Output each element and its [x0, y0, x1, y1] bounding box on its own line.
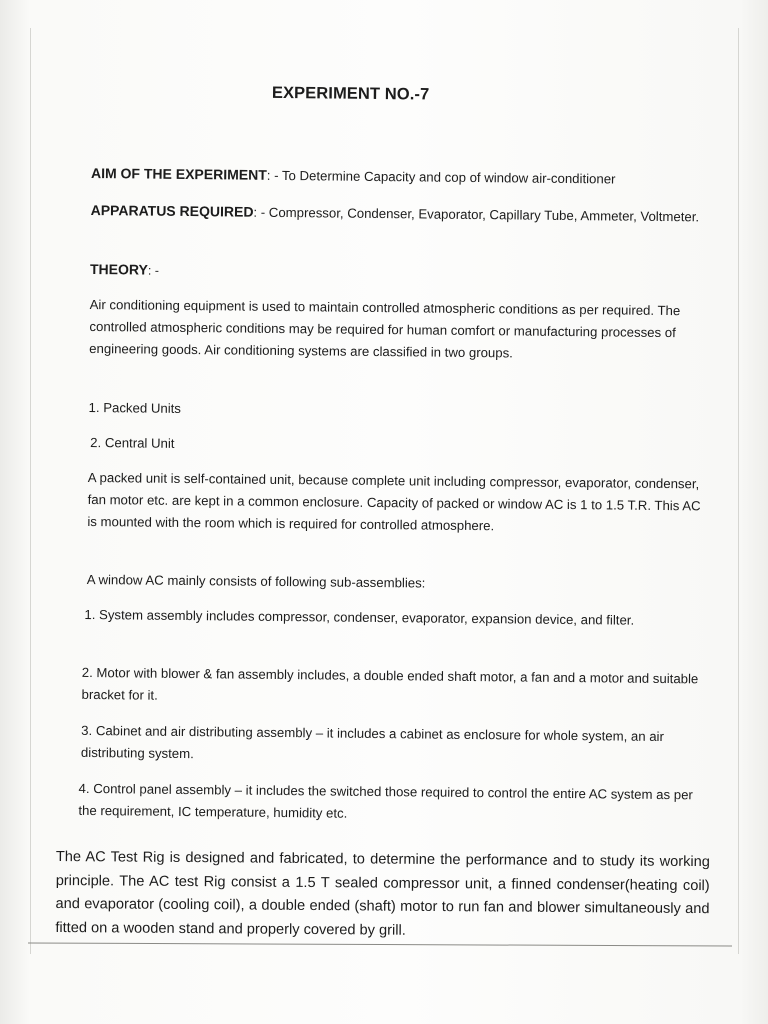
right-margin-line — [738, 28, 739, 954]
page-title: EXPERIMENT NO.-7 — [271, 83, 430, 104]
list-item-control-panel: 4. Control panel assembly – it includes the switched those required to control the entire AC system as per the requirement, IC temperature, humidity etc. — [78, 780, 693, 821]
list-item-system-assembly: 1. System assembly includes compressor, condenser, evaporator, expansion device, and filter. — [84, 606, 635, 628]
list-item-cabinet-assembly: 3. Cabinet and air distributing assembly – it includes a cabinet as enclosure for whole system, an air distributing system. — [80, 722, 665, 762]
aim-text: : - To Determine Capacity and cop of window air-conditioner — [266, 167, 616, 187]
document-body — [78, 82, 712, 821]
theory-heading — [90, 258, 708, 287]
apparatus-text: : - Compressor, Condenser, Evaporator, Capillary Tube, Ammeter, Voltmeter. — [253, 204, 700, 225]
list-item-packed-units: 1. Packed Units — [88, 399, 182, 416]
apparatus-line — [91, 199, 709, 228]
left-margin-line — [30, 28, 31, 954]
theory-suffix: : - — [147, 263, 160, 278]
paragraph-ac-test-rig: The AC Test Rig is designed and fabricated, to determine the performance and to study its working principle. The AC test Rig consist a 1.5 T sealed compressor unit, a finned condenser(heating coil) and evaporator (cooling coil), a double ended (shaft) motor to run fan and blower simultaneously and fitted on a wooden stand and properly covered by grill. — [55, 848, 710, 939]
aim-label: AIM OF THE EXPERIMENT — [90, 164, 267, 183]
list-item-motor-assembly: 2. Motor with blower & fan assembly includes, a double ended shaft motor, a fan and a motor and suitable bracket for it. — [81, 664, 699, 703]
paragraph-packed-unit: A packed unit is self-contained unit, because complete unit including compressor, evaporator, condenser, fan motor etc. are kept in a common enclosure. Capacity of packed or window AC is 1 to 1.5 T.R. This AC is mounted with the room which is required for controlled atmosphere. — [87, 469, 701, 534]
apparatus-label: APPARATUS REQUIRED — [90, 201, 254, 220]
paragraph-window-intro: A window AC mainly consists of following sub-assemblies: — [86, 571, 426, 591]
list-item-central-unit: 2. Central Unit — [90, 435, 175, 451]
paragraph-intro: Air conditioning equipment is used to maintain controlled atmospheric conditions as per required. The controlled atmospheric conditions may be required for human comfort or manufacturing processes of engineering goods. Air conditioning systems are classified in two groups. — [89, 296, 681, 361]
theory-label: THEORY — [89, 260, 148, 278]
aim-line — [91, 162, 709, 191]
